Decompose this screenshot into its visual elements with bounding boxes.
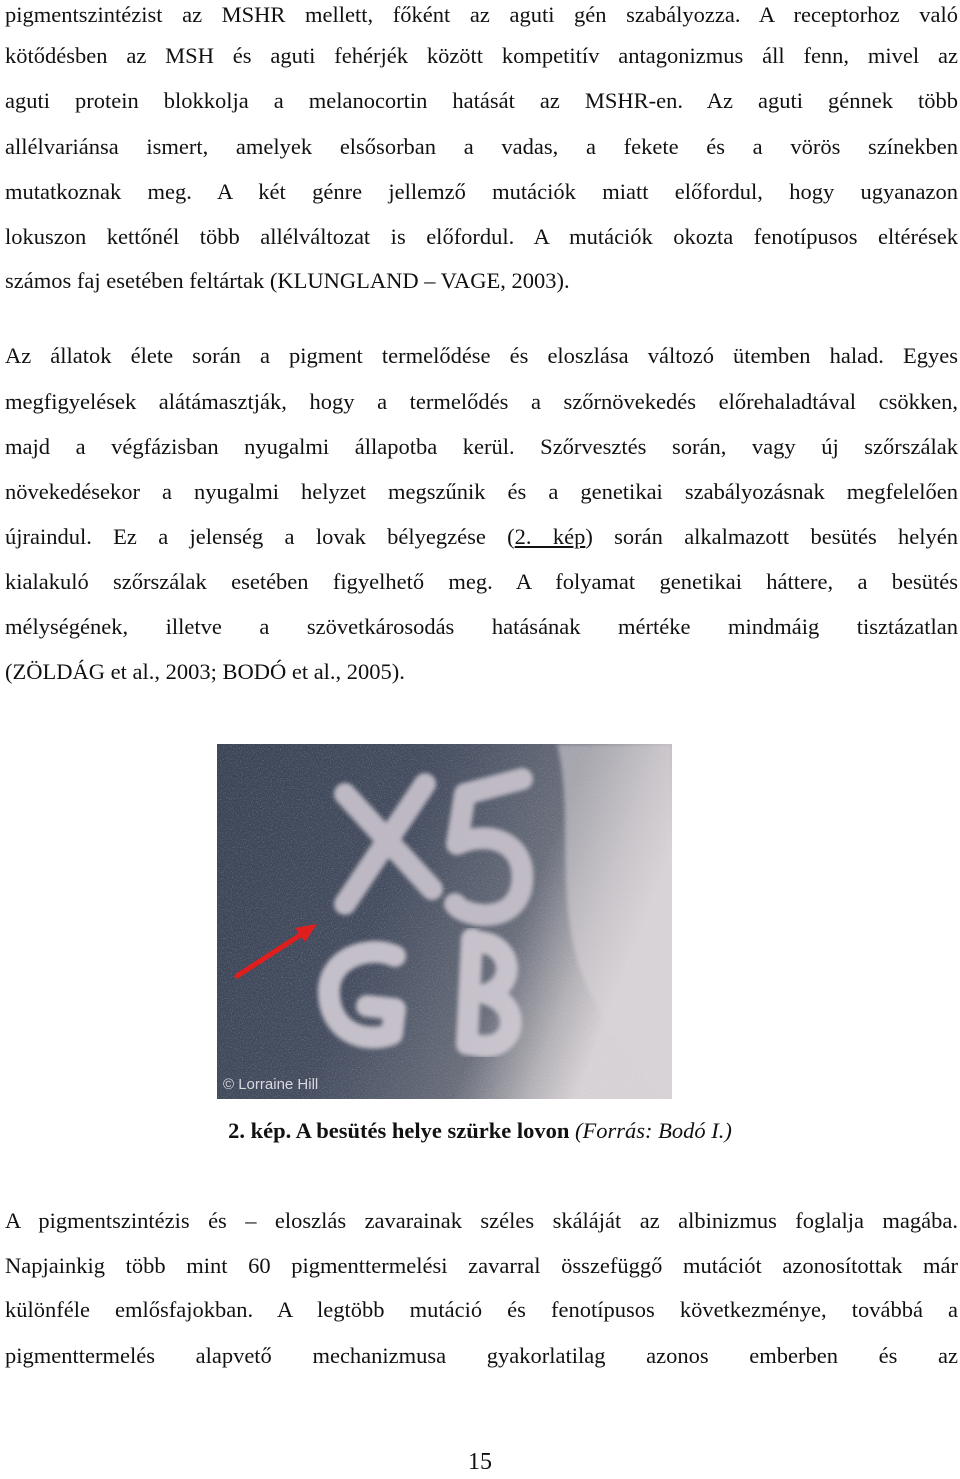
- text-line: allélvariánsa ismert, amelyek elsősorban a vadas, a fekete és a vörös színekben: [5, 134, 958, 159]
- text-line: növekedésekor a nyugalmi helyzet megszűnik és a genetikai szabályozásnak megfelelően: [5, 479, 958, 504]
- horse-brand-photo: [217, 744, 672, 1099]
- text-line: majd a végfázisban nyugalmi állapotba kerül. Szőrvesztés során, vagy új szőrszálak: [5, 434, 958, 459]
- text-line-with-figure-ref: [5, 522, 958, 552]
- caption-title: 2. kép. A besütés helye szürke lovon: [228, 1118, 570, 1143]
- text-line: megfigyelések alátámasztják, hogy a termelődés a szőrnövekedés előrehaladtával csökken,: [5, 389, 958, 414]
- text-line: mutatkoznak meg. A két génre jellemző mutációk miatt előfordul, hogy ugyanazon: [5, 179, 958, 204]
- figure-caption: [0, 1116, 960, 1146]
- text-segment: újraindul. Ez a jelenség a lovak bélyegzése (: [5, 524, 515, 549]
- text-line: kialakuló szőrszálak esetében figyelhető meg. A folyamat genetikai háttere, a besütés: [5, 569, 958, 594]
- photo-copyright: © Lorraine Hill: [223, 1076, 319, 1093]
- text-line: mélységének, illetve a szövetkárosodás hatásának mértéke mindmáig tisztázatlan: [5, 614, 958, 639]
- text-line: A pigmentszintézis és – eloszlás zavarainak széles skáláját az albinizmus foglalja magába.: [5, 1208, 958, 1233]
- text-line: különféle emlősfajokban. A legtöbb mutáció és fenotípusos következménye, továbbá a: [5, 1297, 958, 1322]
- text-line: pigmentszintézist az MSHR mellett, főként az aguti gén szabályozza. A receptorhoz való: [5, 2, 958, 27]
- text-line: számos faj esetében feltártak (KLUNGLAND – VAGE, 2003).: [5, 268, 570, 293]
- text-line: Napjainkig több mint 60 pigmenttermelési zavarral összefüggő mutációt azonosítottak már: [5, 1253, 958, 1278]
- text-line: (ZÖLDÁG et al., 2003; BODÓ et al., 2005).: [5, 659, 405, 684]
- caption-source: (Forrás: Bodó I.): [575, 1118, 732, 1143]
- text-line: kötődésben az MSH és aguti fehérjék között kompetitív antagonizmus áll fenn, mivel az: [5, 43, 958, 68]
- page-number: 15: [468, 1449, 492, 1475]
- text-segment: ) során alkalmazott besütés helyén: [585, 524, 958, 549]
- text-line: aguti protein blokkolja a melanocortin hatását az MSHR-en. Az aguti génnek több: [5, 88, 958, 113]
- text-line: Az állatok élete során a pigment termelődése és eloszlása változó ütemben halad. Egyes: [5, 343, 958, 368]
- text-line: lokuszon kettőnél több allélváltozat is előfordul. A mutációk okozta fenotípusos eltérések: [5, 224, 958, 249]
- text-line: pigmenttermelés alapvető mechanizmusa gyakorlatilag azonos emberben és az: [5, 1343, 958, 1368]
- figure-reference-link[interactable]: 2. kép: [514, 524, 586, 549]
